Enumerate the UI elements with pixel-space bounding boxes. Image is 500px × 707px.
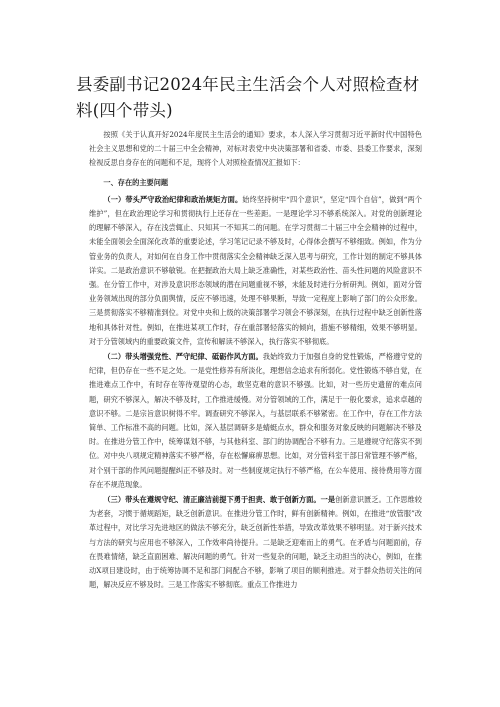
- section-text: 始终坚持树牢“四个意识”，坚定“四个自信”，做到“两个维护”，但在政治理论学习和贯彻执行上还存在一些差距。一是理论学习不够系统深入。对党的创新理论的理解不够深入，存在浅尝辄止、只知其一不知其二的问题。在学习贯彻二十届三中全会精神的过程中，未能全面领会全面深化改革的重要论述，学习笔记记录不够及时，心得体会撰写不够细致。例如，作为分管业务的负责人，对如何在自身工作中贯彻落实全会精神缺乏深入思考与研究，工作计划的制定不够具体详实。二是政治意识不够敏锐。在把握政治大局上缺乏准确性，对某些政治性、苗头性问题的风险意识不强。在分管工作中，对涉及意识形态领域的潜在问题重视不够，未能及时进行分析研判。例如，面对分管业务领域出现的部分负面舆情，反应不够迅速，处理不够果断，导致一定程度上影响了部门的公众形象。三是贯彻落实不够精准到位。对党中央和上级的决策部署学习领会不够深刻，在执行过程中缺乏创新性落地和具体针对性。例如，在推进某项工作时，存在重部署轻落实的倾向，措施不够精细，效果不够明显。对于分管领域内的重要政策文件，宣传和解读不够深入，执行落实不够彻底。: [89, 194, 422, 346]
- section-lead: （一）带头严守政治纪律和政治规矩方面。: [103, 194, 243, 204]
- intro-paragraph: 按照《关于认真开好2024年度民主生活会的通知》要求，本人深入学习贯彻习近平新时代中国特色社会主义思想和党的二十届三中全会精神，对标对表党中央决策部署和省委、市委、县委工作要求，深刻检视反思自身存在的问题和不足，现将个人对照检查情况汇报如下：: [89, 130, 422, 168]
- section-paragraph-1: [89, 193, 422, 349]
- document-title: 县委副书记2024年民主生活会个人对照检查材料(四个带头): [76, 75, 420, 120]
- section-lead: （三）带头在遵规守纪、清正廉洁前提下勇于担责、敢于创新方面。一是: [103, 495, 336, 505]
- section-heading: 一、存在的主要问题: [103, 177, 169, 187]
- section-lead: （二）带头增强党性、严守纪律、砥砺作风方面。: [103, 352, 263, 362]
- section-paragraph-2: [89, 350, 422, 492]
- document-body: [89, 128, 422, 593]
- section-text: 我始终致力于加强自身的党性锻炼，严格遵守党的纪律，但仍存在一些不足之处。一是党性修养有所淡化，理想信念追求有所弱化。党性锻炼不够自觉，在推进难点工作中，有时存在等待观望的心态，敢坚克难的意识不够强。比如，对一些历史遗留的难点问题，研究不够深入，解决不够及时，工作推进缓慢。对分管领域的工作，满足于一般化要求，追求卓越的意识不够。二是宗旨意识树得不牢。调查研究不够深入，与基层联系不够紧密。在工作中，存在工作方法简单、工作标准不高的问题。比如，深入基层调研多是蜻蜓点水，群众和服务对象反映的问题解决不够及时。在推进分管工作中，统筹谋划不够，与其他科室、部门的协调配合不够有力。三是遵规守纪落实不到位。对中央八项规定精神落实不够严格，存在松懈麻痹思想。比如，对分管科室干部日常管理不够严格，对个别干部的作风问题提醒纠正不够及时。对一些制度规定执行不够严格，在公车使用、接待费用等方面存在不规范现象。: [89, 352, 422, 489]
- section-paragraph-3: [89, 493, 422, 592]
- section-text: 创新意识匮乏。工作思维较为老套，习惯于循规蹈矩，缺乏创新意识。在推进分管工作时，鲜有创新精神。例如，在推进“放管服”改革过程中，对比学习先进地区的做法不够充分，缺乏创新性举措，导致改革效果不够明显。对于新兴技术与方法的研究与应用也不够深入，工作效率尚待提升。二是缺乏迎难而上的勇气。在矛盾与问题面前，存在畏难情绪，缺乏直面困难、解决问题的勇气。针对一些复杂的问题，缺乏主动担当的决心，例如，在推动X项目建设时，由于统筹协调不足和部门间配合不够，影响了项目的顺利推进。对于群众热切关注的问题，解决反应不够及时。三是工作落实不够彻底。重点工作推进力: [89, 495, 422, 590]
